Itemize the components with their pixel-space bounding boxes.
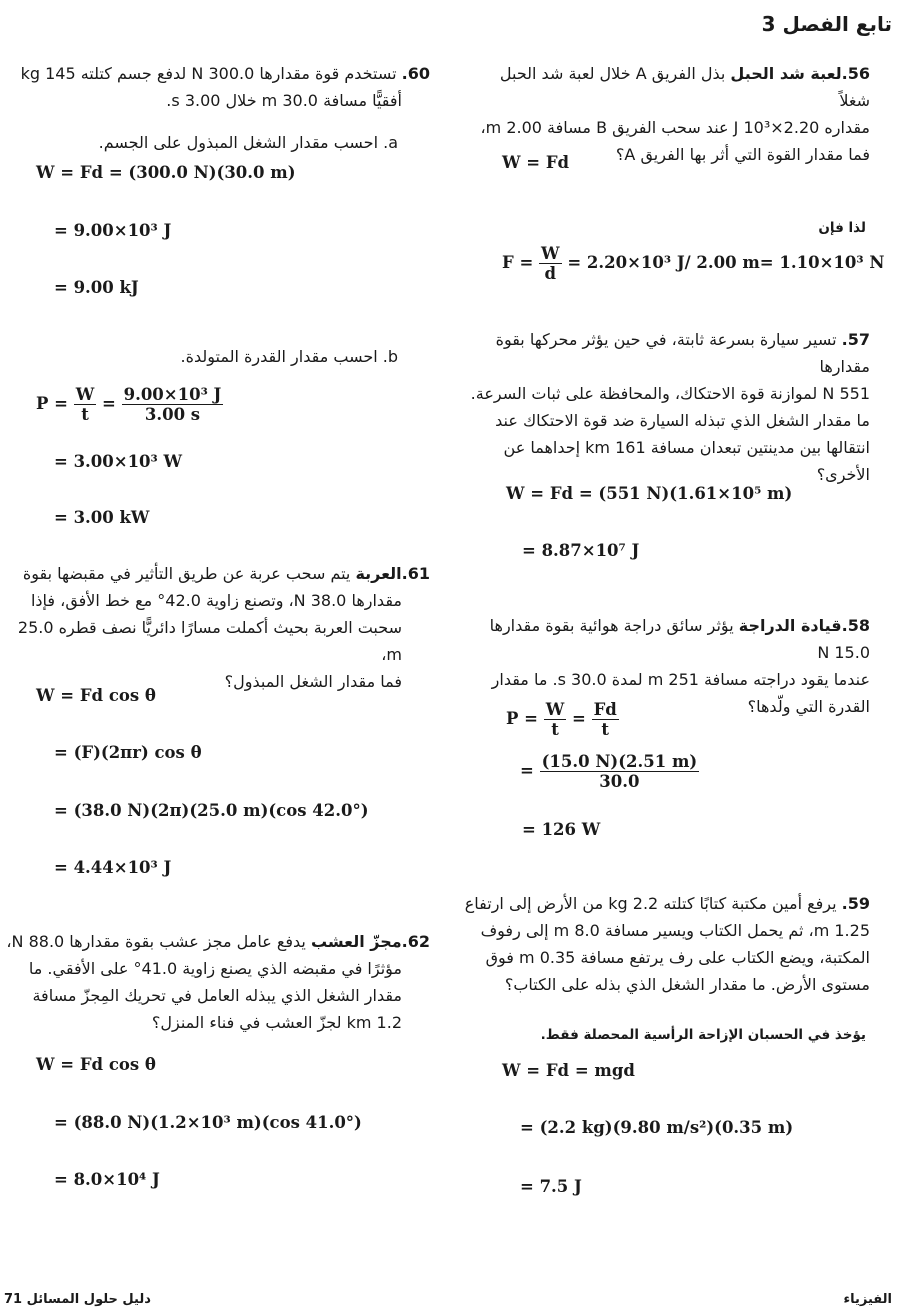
problem-line: يؤثر سائق دراجة هوائية بقوة مقدارها 15.0 N xyxy=(489,616,870,662)
problem-line: مستوى الأرض. ما مقدار الشغل الذي بذله على الكتاب؟ xyxy=(504,975,870,994)
equation: = 3.00×10³ W xyxy=(54,452,183,471)
problem-line: ما مقدار الشغل الذي تبذله السيارة ضد قوة الاحتكاك عند xyxy=(495,411,870,430)
problem-line: يتم سحب عربة عن طريق التأثير في مقبضها بقوة xyxy=(22,564,351,583)
problem-line: فما مقدار القوة التي أثر بها الفريق A؟ xyxy=(615,145,870,164)
problem-57-text xyxy=(460,326,870,488)
fraction-numerator: (15.0 N)(2.51 m) xyxy=(541,752,698,771)
equation-rhs: = 2.20×10³ J/ 2.00 m= 1.10×10³ N xyxy=(567,253,885,272)
problem-number: 59. xyxy=(841,894,870,913)
problem-line: 1.2 km لجزّ العشب في فناء المنزل؟ xyxy=(151,1013,402,1032)
problem-line: تستخدم قوة مقدارها 300.0 N لدفع جسم كتلته 145 kg xyxy=(20,64,397,83)
fraction-denominator: t xyxy=(601,720,610,739)
problem-60-text xyxy=(0,60,430,114)
problem-line: الأخرى؟ xyxy=(816,465,870,484)
problem-number: 62. xyxy=(401,932,430,951)
equation: W = Fd = mgd xyxy=(502,1061,635,1080)
fraction-denominator: d xyxy=(544,264,557,283)
fraction-denominator: 30.0 xyxy=(599,772,640,791)
fraction-numerator: W xyxy=(545,700,565,719)
equation: P = $\frac{W}{t}$ = $\frac{Fd}{t}$ xyxy=(506,700,617,739)
problem-line: مقداره 2.20×10³ J عند سحب الفريق B مسافة 2.00 m، xyxy=(480,118,870,137)
fraction-numerator: Fd xyxy=(593,700,617,719)
equation-lhs: P = xyxy=(36,394,68,413)
therefore-label: لذا فإن xyxy=(818,220,866,236)
fraction-numerator: W xyxy=(541,244,560,263)
equation: W = Fd = (300.0 N)(30.0 m) xyxy=(36,163,296,182)
problem-line: 551 N لموازنة قوة الاحتكاك، والمحافظة على ثبات السرعة. xyxy=(470,384,870,403)
fraction xyxy=(592,700,619,739)
problem-line: مقدارها 38.0 N، وتصنع زاوية 42.0° مع خط الأفق، فإذا xyxy=(30,591,402,610)
problem-line: أفقيًّا مسافة 30.0 m خلال 3.00 s. xyxy=(166,91,402,110)
problem-59-text xyxy=(450,890,870,998)
equation: = 8.0×10⁴ J xyxy=(54,1170,160,1189)
equation: = (2.2 kg)(9.80 m/s²)(0.35 m) xyxy=(520,1118,794,1137)
problem-title: قيادة الدراجة xyxy=(738,616,842,635)
fraction xyxy=(539,244,562,283)
equation: = 3.00 kW xyxy=(54,508,150,527)
problem-title: العربة xyxy=(355,564,402,583)
problem-line: القدرة التي ولّدها؟ xyxy=(747,697,870,716)
problem-number: 60. xyxy=(401,64,430,83)
equation: = 126 W xyxy=(522,820,601,839)
problem-56-text xyxy=(468,60,870,168)
problem-number: 58. xyxy=(841,616,870,635)
problem-line: سحبت العربة بحيث أكملت مسارًا دائريًّا نصف قطره 25.0 m، xyxy=(17,618,402,664)
problem-line: يرفع أمين مكتبة كتابًا كتلته 2.2 kg من الأرض إلى ارتفاع xyxy=(464,894,837,913)
fraction xyxy=(540,752,700,791)
problem-62-text xyxy=(0,928,430,1036)
equation: = 9.00 kJ xyxy=(54,278,139,297)
fraction-denominator: t xyxy=(81,405,89,424)
fraction-numerator: 9.00×10³ J xyxy=(123,385,222,404)
part-a-label: a. احسب مقدار الشغل المبذول على الجسم. xyxy=(98,133,398,152)
equation-lhs: P = xyxy=(506,709,538,728)
problem-title: لعبة شد الحبل xyxy=(730,64,842,83)
fraction xyxy=(544,700,567,739)
problem-61-text xyxy=(0,560,430,695)
equation: = 8.87×10⁷ J xyxy=(522,541,640,560)
fraction-denominator: 3.00 s xyxy=(144,405,201,424)
fraction-numerator: W xyxy=(75,385,95,404)
problem-line: المكتبة، ويضع الكتاب على رف يرتفع مسافة 0.35 m فوق xyxy=(485,948,870,967)
note-text: يؤخذ في الحسبان الإزاحة الرأسية المحصلة فقط. xyxy=(540,1027,866,1043)
equation-lhs: F = xyxy=(502,253,534,272)
equation: = 4.44×10³ J xyxy=(54,858,172,877)
equation: = (38.0 N)(2π)(25.0 m)(cos 42.0°) xyxy=(54,801,369,820)
problem-number: 56. xyxy=(841,64,870,83)
equation: W = Fd cos θ xyxy=(36,686,156,705)
problem-line: تسير سيارة بسرعة ثابتة، في حين يؤثر محركها بقوة مقدارها xyxy=(495,330,870,376)
equation xyxy=(502,244,884,283)
equation: W = Fd = (551 N)(1.61×10⁵ m) xyxy=(506,484,793,503)
problem-line: بذل الفريق A خلال لعبة شد الحبل شغلاً xyxy=(499,64,870,110)
equation: = $\frac{(15.0 N)(2.51 m)}{30.0}$ xyxy=(520,752,698,791)
problem-line: 1.25 m، ثم يحمل الكتاب ويسير مسافة 8.0 m إلى رفوف xyxy=(480,921,870,940)
problem-number: 61. xyxy=(401,564,430,583)
part-b-label: b. احسب مقدار القدرة المتولدة. xyxy=(180,347,398,366)
problem-line: مقدار الشغل الذي يبذله العامل في تحريك المِجزّ مسافة xyxy=(32,986,402,1005)
fraction xyxy=(74,385,97,424)
equation: = 9.00×10³ J xyxy=(54,221,172,240)
equation: = (88.0 N)(1.2×10³ m)(cos 41.0°) xyxy=(54,1113,362,1132)
problem-line: عندما يقود دراجته مسافة 251 m لمدة 30.0 s. ما مقدار xyxy=(491,670,870,689)
equation: = (F)(2πr) cos θ xyxy=(54,743,202,762)
equation: P = $\frac{W}{t}$ = $\frac{\text{9.00×10³ J}}{3.00 s}$ xyxy=(36,385,222,424)
problem-line: مؤثرًا في مقبضه الذي يصنع زاوية 41.0° على الأفقي. ما xyxy=(28,959,402,978)
footer-subject: الفيزياء xyxy=(843,1292,892,1307)
equation: = 7.5 J xyxy=(520,1177,582,1196)
problem-number: 57. xyxy=(841,330,870,349)
problem-title: مجزّ العشب xyxy=(310,932,402,951)
equation: W = Fd cos θ xyxy=(36,1055,156,1074)
problem-line: يدفع عامل مجز عشب بقوة مقدارها 88.0 N، xyxy=(6,932,306,951)
problem-line: انتقالها بين مدينتين تبعدان مسافة 161 km إحداهما عن xyxy=(503,438,870,457)
problem-line: فما مقدار الشغل المبذول؟ xyxy=(224,672,402,691)
equation: W = Fd xyxy=(502,153,570,172)
footer-page-label: دليل حلول المسائل 71 xyxy=(4,1292,151,1307)
fraction xyxy=(122,385,224,424)
chapter-header: تابع الفصل 3 xyxy=(761,12,892,36)
fraction-denominator: t xyxy=(551,720,559,739)
